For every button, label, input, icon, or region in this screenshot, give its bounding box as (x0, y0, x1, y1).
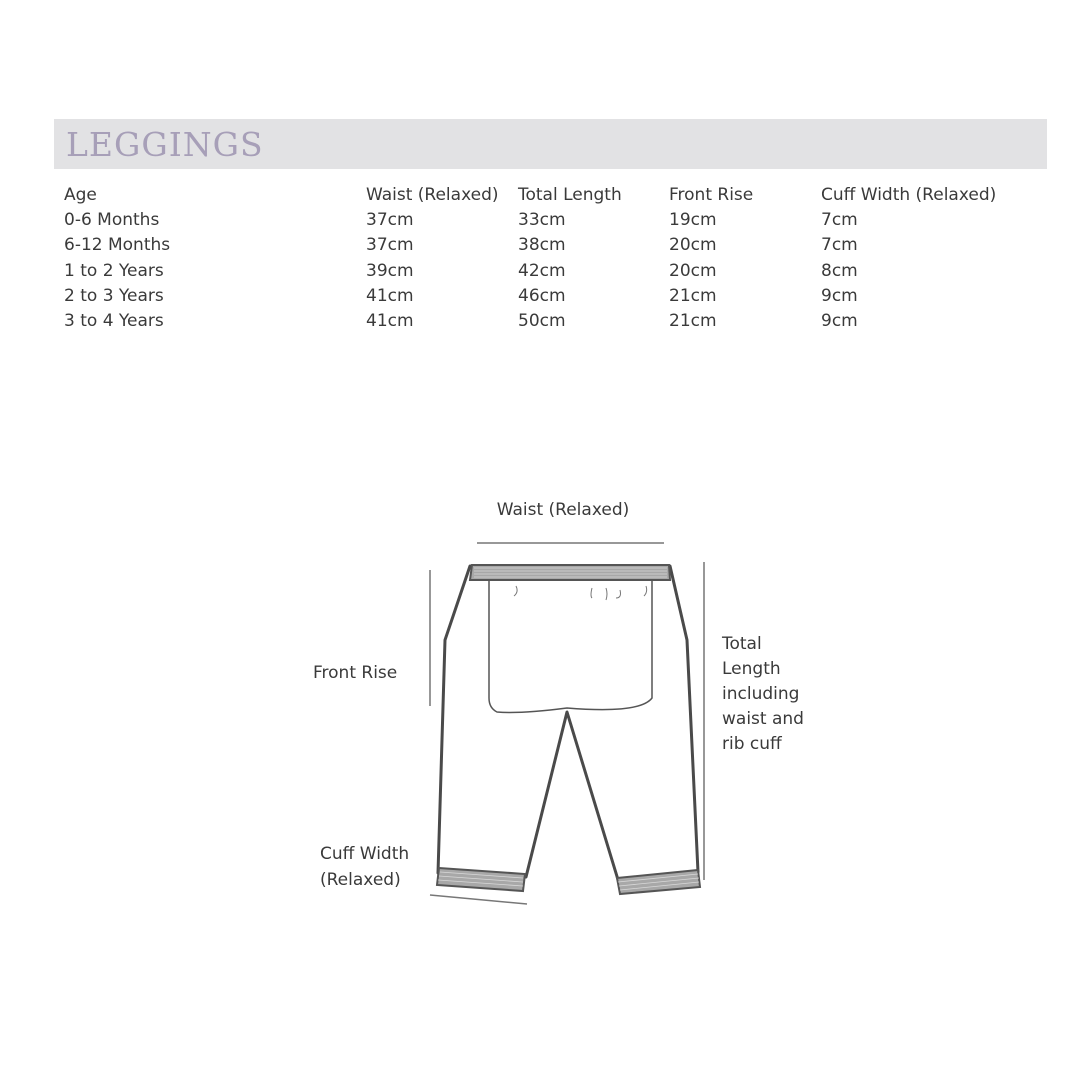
table-cell: 19cm (669, 210, 717, 231)
total-length-line: Total (722, 634, 762, 654)
cuff-width-line: (Relaxed) (320, 870, 401, 890)
table-cell: 42cm (518, 260, 566, 281)
table-cell: 37cm (366, 235, 414, 256)
table-header-cell: Total Length (518, 185, 622, 206)
total-length-label (721, 634, 809, 754)
table-cell: 38cm (518, 235, 566, 256)
table-header-cell: Waist (Relaxed) (366, 185, 499, 206)
waistband (470, 565, 670, 580)
table-cell: 9cm (821, 311, 858, 332)
table-cell: 20cm (669, 260, 717, 281)
table-cell: 37cm (366, 210, 414, 231)
table-cell: 50cm (518, 311, 566, 332)
cuff-width-measure-line (430, 895, 527, 904)
table-cell: 1 to 2 Years (64, 260, 164, 281)
waist-label: Waist (Relaxed) (496, 500, 630, 520)
table-cell: 9cm (821, 285, 858, 306)
table-cell: 33cm (518, 210, 566, 231)
table-header-cell: Age (64, 185, 97, 206)
front-rise-label: Front Rise (313, 663, 398, 683)
total-length-line: waist and (722, 709, 804, 729)
table-cell: 7cm (821, 210, 858, 231)
table-cell: 39cm (366, 260, 414, 281)
cuff-width-label (320, 844, 415, 890)
table-cell: 46cm (518, 285, 566, 306)
total-length-line: including (722, 684, 800, 704)
table-cell: 8cm (821, 260, 858, 281)
page-title: LEGGINGS (66, 125, 264, 164)
table-cell: 7cm (821, 235, 858, 256)
table-cell: 0-6 Months (64, 210, 160, 231)
table-cell: 2 to 3 Years (64, 285, 164, 306)
table-cell: 41cm (366, 311, 414, 332)
cuff-width-line: Cuff Width (320, 844, 410, 864)
table-cell: 20cm (669, 235, 717, 256)
table-header-cell: Front Rise (669, 185, 754, 206)
table-cell: 21cm (669, 311, 717, 332)
table-cell: 21cm (669, 285, 717, 306)
table-cell: 3 to 4 Years (64, 311, 164, 332)
table-cell: 6-12 Months (64, 235, 171, 256)
table-header-cell: Cuff Width (Relaxed) (821, 185, 997, 206)
table-cell: 41cm (366, 285, 414, 306)
front-panel-outline (489, 578, 652, 713)
total-length-line: rib cuff (722, 734, 782, 754)
total-length-line: Length (722, 659, 781, 679)
